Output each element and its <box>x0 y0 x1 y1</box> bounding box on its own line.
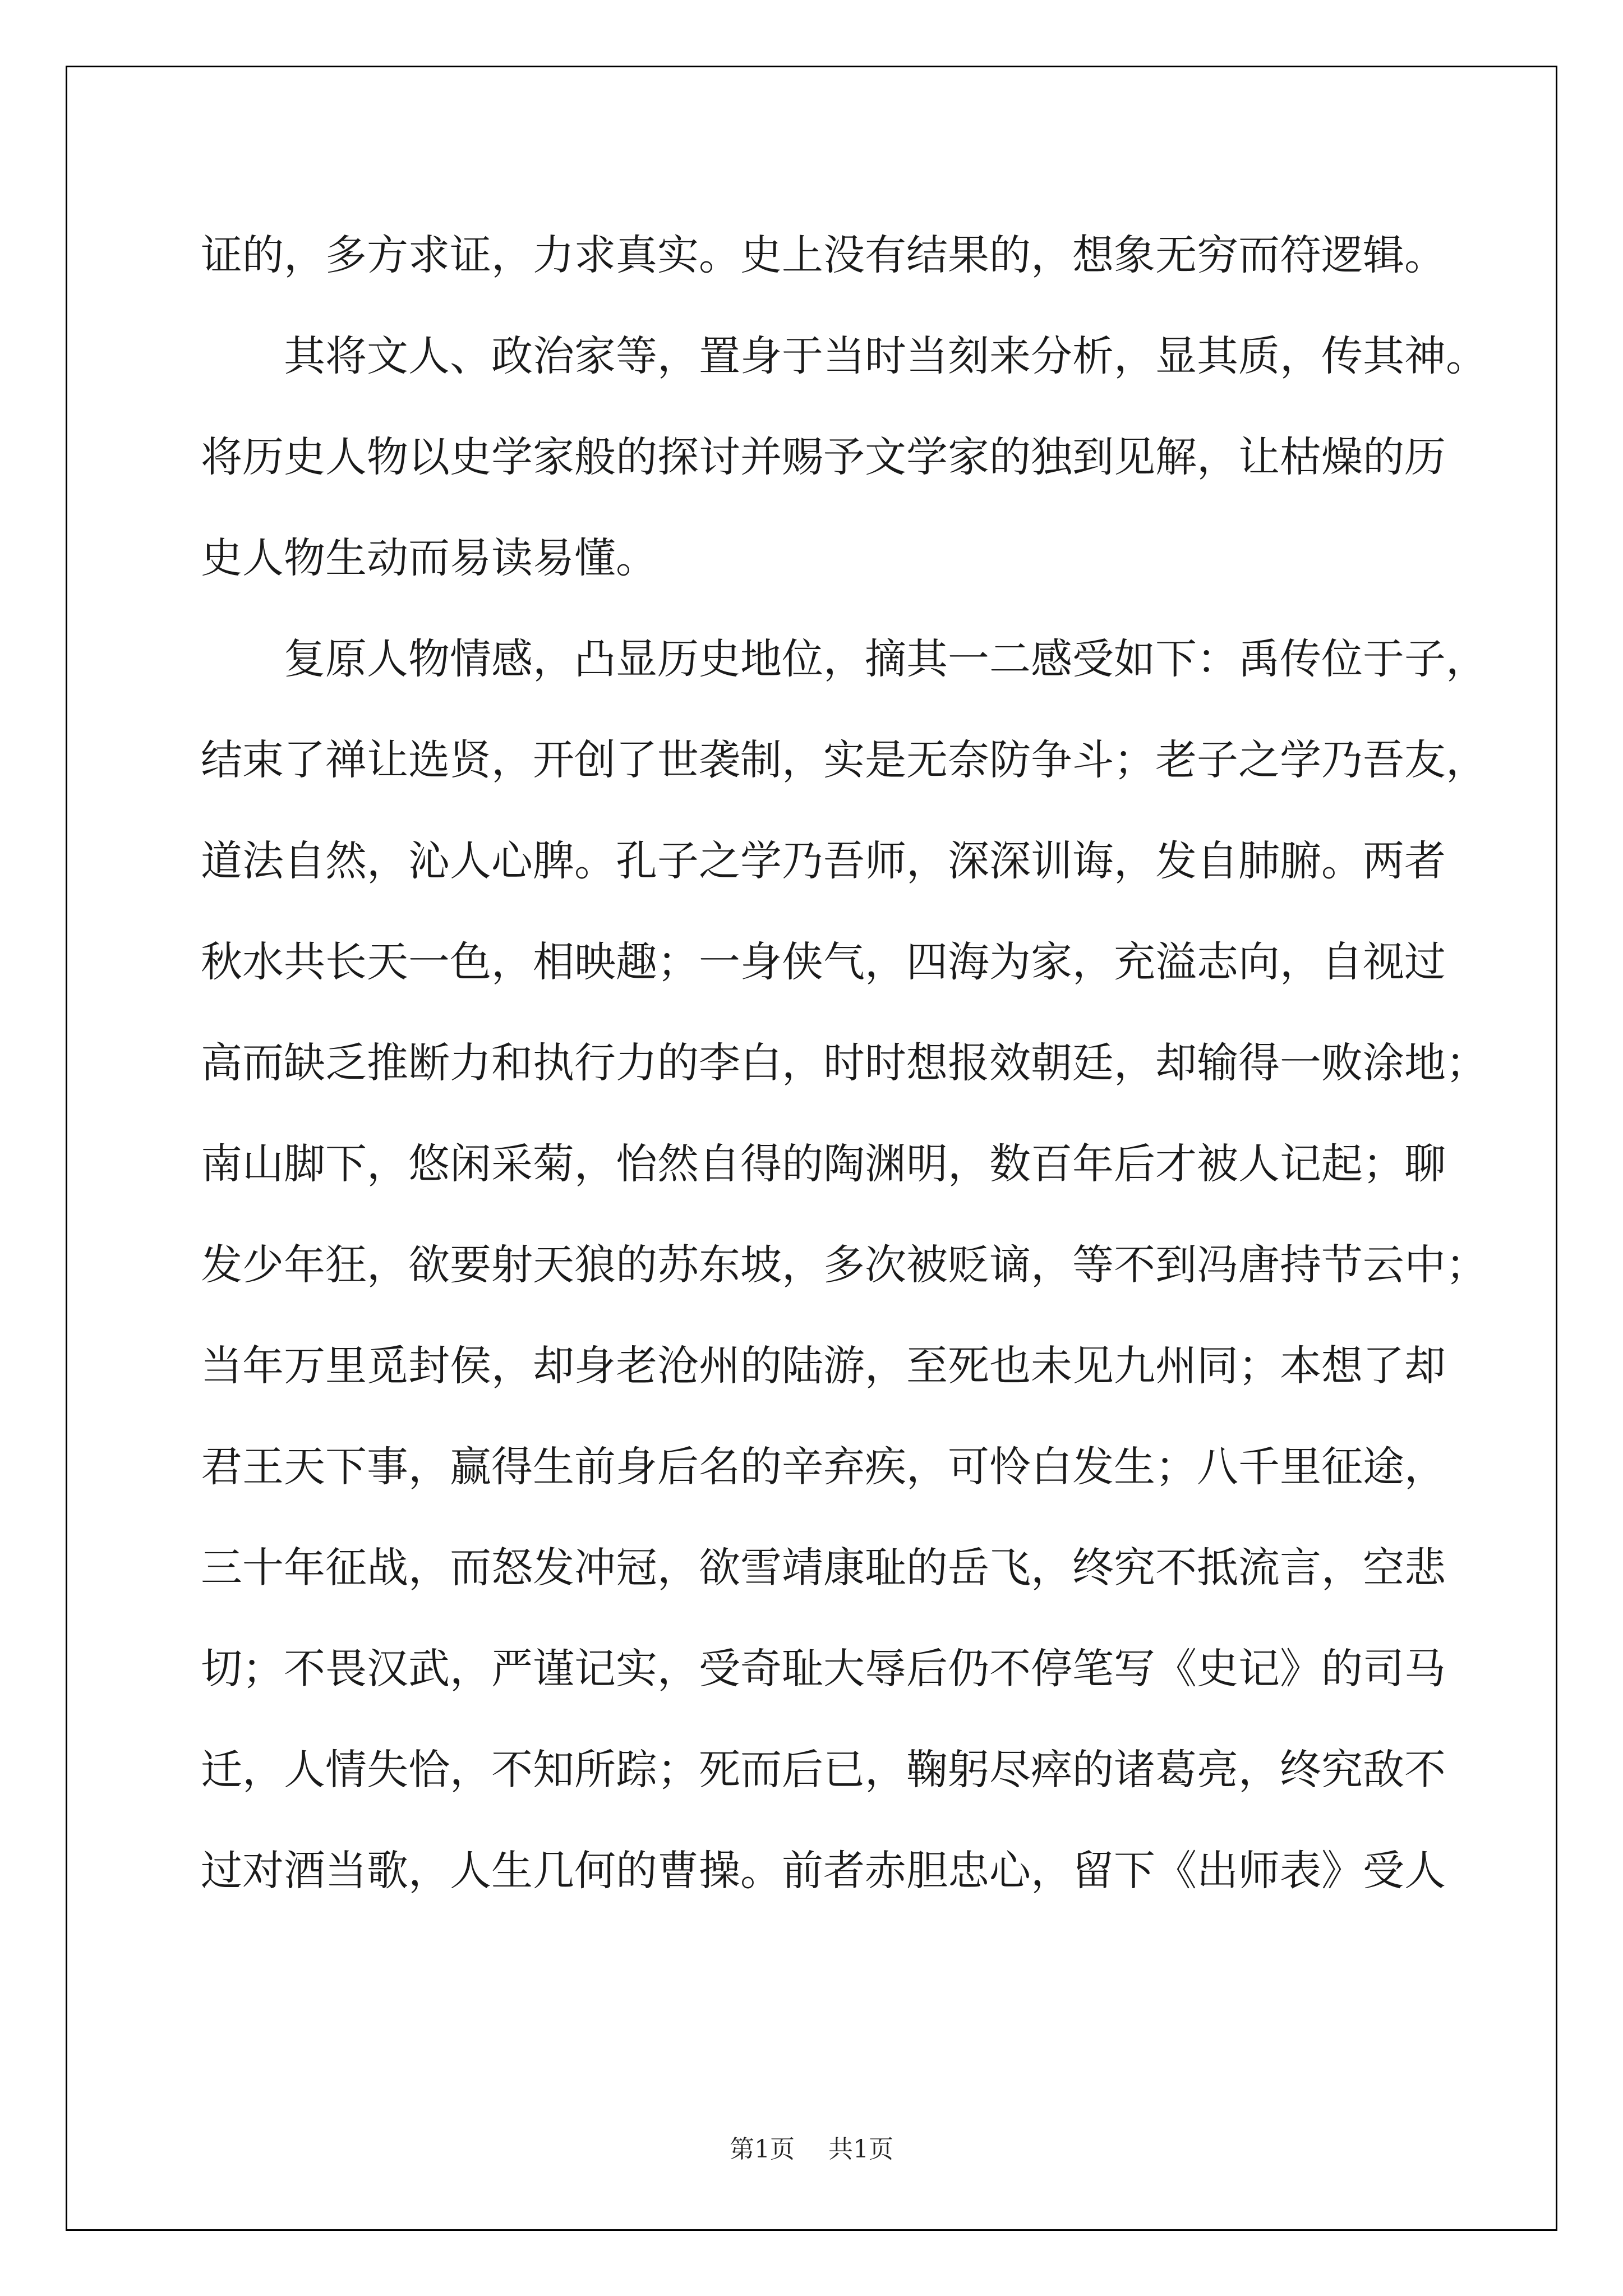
text-line: 君王天下事，赢得生前身后名的辛弃疾，可怜白发生；八千里征途， <box>201 1443 1446 1491</box>
text-line: 切；不畏汉武，严谨记实，受奇耻大辱后仍不停笔写《史记》的司马 <box>201 1645 1446 1693</box>
text-line: 当年万里觅封侯，却身老沧州的陆游，至死也未见九州同；本想了却 <box>201 1342 1446 1390</box>
text-line: 三十年征战，而怒发冲冠，欲雪靖康耻的岳飞，终究不抵流言，空悲 <box>201 1544 1446 1592</box>
page-number: 第1页 <box>730 2135 795 2164</box>
text-line: 迁，人情失恰，不知所踪；死而后已，鞠躬尽瘁的诸葛亮，终究敌不 <box>201 1746 1446 1794</box>
text-line: 复原人物情感，凸显历史地位，摘其一二感受如下：禹传位于子， <box>284 635 1487 683</box>
text-line: 其将文人、政治家等，置身于当时当刻来分析，显其质，传其神。 <box>284 332 1487 380</box>
page-footer <box>0 2129 1623 2165</box>
text-line: 结束了禅让选贤，开创了世袭制，实是无奈防争斗；老子之学乃吾友， <box>201 736 1487 784</box>
text-line: 证的，多方求证，力求真实。史上没有结果的，想象无穷而符逻辑。 <box>201 231 1446 279</box>
text-line: 过对酒当歌，人生几何的曹操。前者赤胆忠心，留下《出师表》受人 <box>201 1847 1446 1895</box>
text-line: 道法自然，沁人心脾。孔子之学乃吾师，深深训诲，发自肺腑。两者 <box>201 837 1446 885</box>
text-line: 史人物生动而易读易懂。 <box>201 534 657 582</box>
page-total: 共1页 <box>828 2135 893 2164</box>
text-line: 南山脚下，悠闲采菊，怡然自得的陶渊明，数百年后才被人记起；聊 <box>201 1140 1446 1188</box>
text-line: 将历史人物以史学家般的探讨并赐予文学家的独到见解，让枯燥的历 <box>201 433 1446 481</box>
text-line: 发少年狂，欲要射天狼的苏东坡，多次被贬谪，等不到冯唐持节云中； <box>201 1241 1487 1289</box>
text-line: 高而缺乏推断力和执行力的李白，时时想报效朝廷，却输得一败涂地； <box>201 1039 1487 1087</box>
text-line: 秋水共长天一色，相映趣；一身侠气，四海为家，充溢志向，自视过 <box>201 938 1446 986</box>
